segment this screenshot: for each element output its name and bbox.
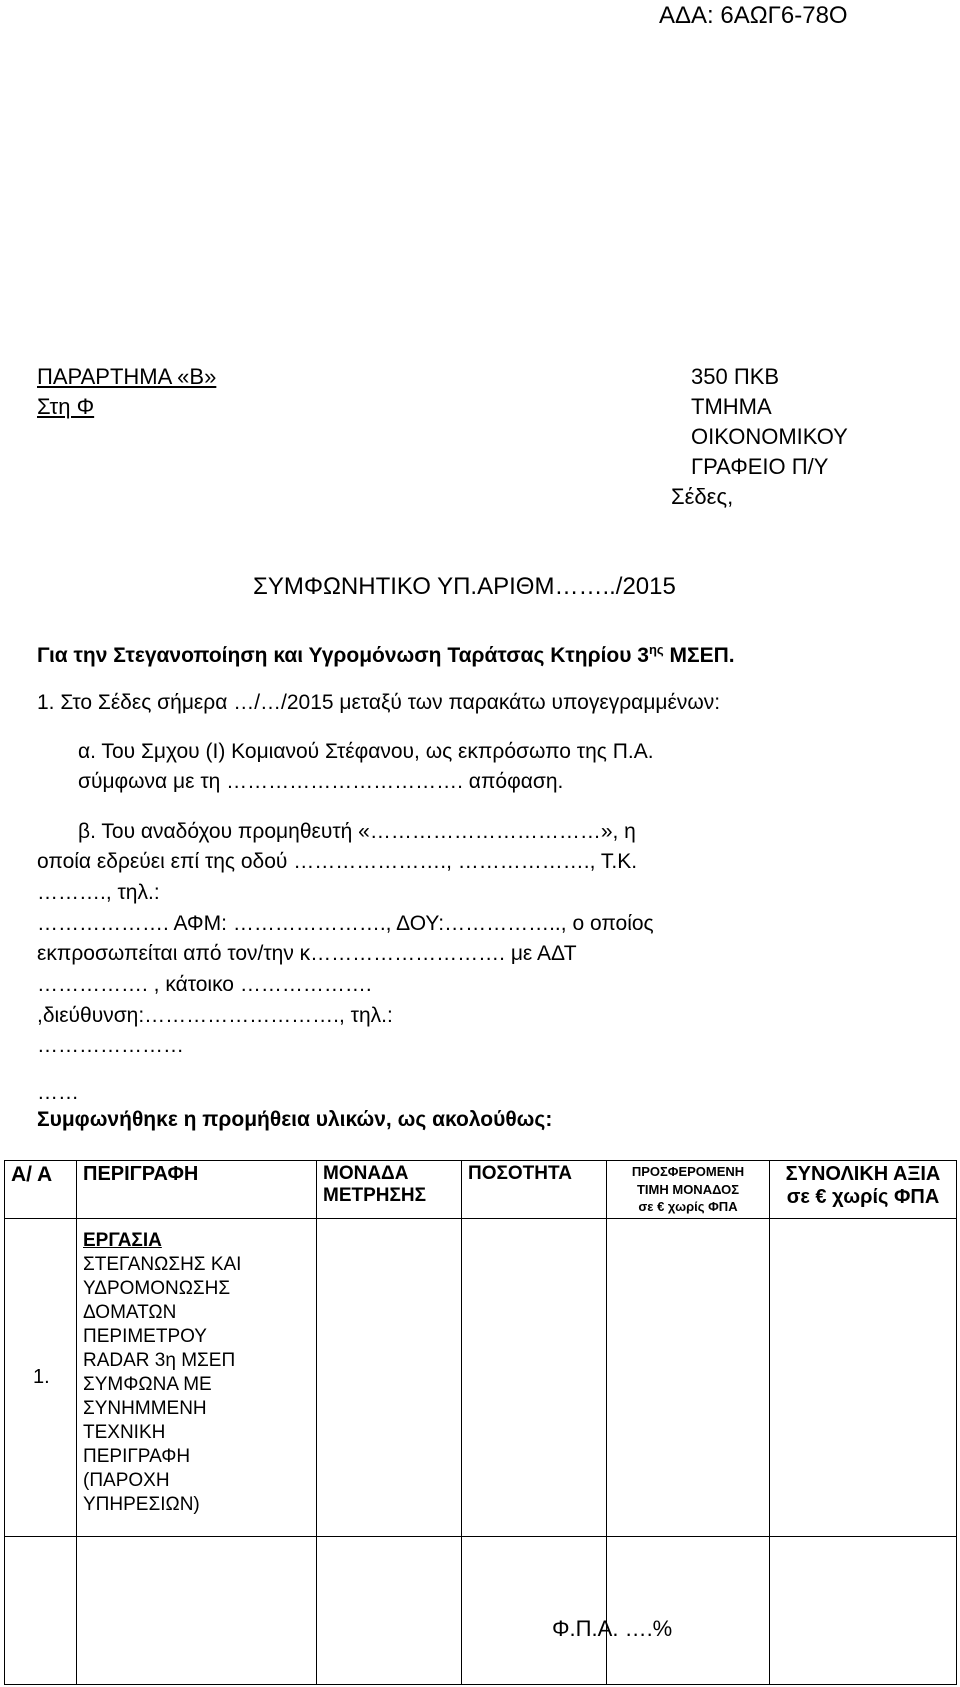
vat-empty-2: [77, 1537, 317, 1685]
vat-label: Φ.Π.Α. ….%: [552, 1616, 673, 1641]
agreement-subject: Για την Στεγανοποίηση και Υγρομόνωση Ταράτσας Κτηρίου $3^{\eta\varsigma}$ ΜΣΕΠ.: [37, 642, 735, 667]
header-total-value: ΣΥΝΟΛΙΚΗ ΑΞΙΑ σε € χωρίς ΦΠΑ: [770, 1161, 957, 1219]
vat-empty-1: [5, 1537, 77, 1685]
party-a-line-2: σύμφωνα με τη ……………………………. απόφαση.: [78, 770, 564, 793]
agreement-statement: Συμφωνήθηκε η προμήθεια υλικών, ως ακολούθως:: [37, 1108, 553, 1131]
row-number: 1.: [5, 1219, 77, 1537]
issuer-department: ΤΜΗΜΑ: [691, 394, 772, 419]
header-quantity: ΠΟΣΟΤΗΤΑ: [462, 1161, 607, 1219]
party-b-line-6: ……………. , κάτοικο ……………….: [37, 973, 372, 996]
header-description: ΠΕΡΙΓΡΑΦΗ: [77, 1161, 317, 1219]
vat-empty-6: [770, 1537, 957, 1685]
issuer-place-date: Σέδες,: [671, 484, 734, 509]
vat-empty-5: [607, 1537, 770, 1685]
party-b-line-5: εκπροσωπείται από τον/την κ………………………. με ΑΔΤ: [37, 942, 577, 965]
agreement-title: ΣΥΜΦΩΝΗΤΙΚΟ ΥΠ.ΑΡΙΘΜ……../2015: [253, 573, 676, 600]
table-header-row: [5, 1161, 957, 1219]
header-aa: Α/ Α: [5, 1161, 77, 1219]
party-b-line-3: ………., τηλ.:: [37, 881, 160, 904]
issuer-unit: 350 ΠΚΒ: [691, 364, 780, 389]
vat-empty-4: [462, 1537, 607, 1685]
row-unit: [317, 1219, 462, 1537]
row-unit-price: [607, 1219, 770, 1537]
party-b-line-2: οποία εδρεύει επί της οδού …………………., ………………., Τ.Κ.: [37, 850, 638, 873]
superscript-ordinal: ης: [648, 642, 664, 657]
header-unit: ΜΟΝΑΔΑ ΜΕΤΡΗΣΗΣ: [317, 1161, 462, 1219]
annex-title: ΠΑΡΑΡΤΗΜΑ «Β»: [37, 364, 217, 389]
table-row-vat: [5, 1537, 957, 1685]
party-b-line-9: ……: [37, 1081, 79, 1104]
ada-code: ΑΔΑ: 6ΑΩΓ6-78Ο: [659, 2, 848, 29]
row-quantity: [462, 1219, 607, 1537]
row-description: ΕΡΓΑΣΙΑ ΣΤΕΓΑΝΩΣΗΣ ΚΑΙ ΥΔΡΟΜΟΝΩΣΗΣ ΔΟΜΑΤΩΝ ΠΕΡΙΜΕΤΡΟΥ RADAR 3η ΜΣΕΠ ΣΥΜΦΩΝΑ ΜΕ ΣΥΝΗΜΜΕΝΗ ΤΕΧΝΙΚΗ ΠΕΡΙΓΡΑΦΗ (ΠΑΡΟΧΗ ΥΠΗΡΕΣΙΩΝ): [77, 1219, 317, 1537]
vat-empty-3: [317, 1537, 462, 1685]
party-b-line-8: …………………: [37, 1034, 184, 1057]
issuer-office: ΓΡΑΦΕΙΟ Π/Υ: [691, 454, 829, 479]
issuer-department-name: ΟΙΚΟΝΟΜΙΚΟΥ: [691, 424, 848, 449]
annex-recipient: Στη Φ: [37, 394, 95, 419]
party-a-line-1: α. Του Σμχου (Ι) Κομιανού Στέφανου, ως εκπρόσωπο της Π.Α.: [78, 740, 654, 763]
paragraph-1: 1. Στο Σέδες σήμερα …/…/2015 μεταξύ των παρακάτω υπογεγραμμένων:: [37, 691, 721, 714]
party-b-line-7: ,διεύθυνση:………………………., τηλ.:: [37, 1004, 393, 1027]
party-b-line-4: ………………. ΑΦΜ: …………………., ΔΟΥ:…………….., ο οποίος: [37, 912, 654, 935]
header-unit-price: ΠΡΟΣΦΕΡΟΜΕΝΗ ΤΙΜΗ ΜΟΝΑΔΟΣ σε € χωρίς ΦΠΑ: [607, 1161, 770, 1219]
party-b-line-1: β. Του αναδόχου προμηθευτή «……………………………», η: [78, 820, 636, 843]
row-total: [770, 1219, 957, 1537]
items-table: [4, 1160, 957, 1685]
table-row: [5, 1219, 957, 1537]
